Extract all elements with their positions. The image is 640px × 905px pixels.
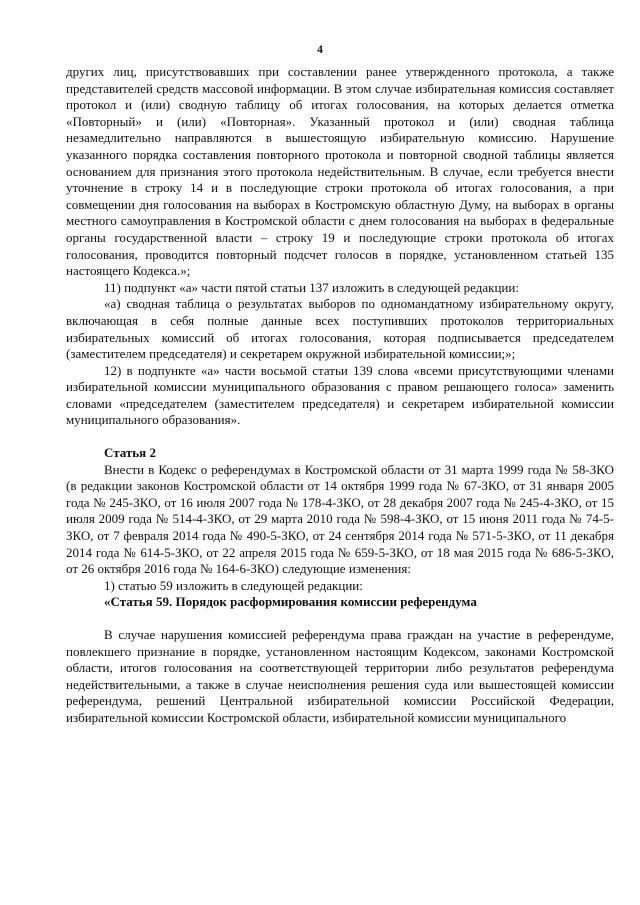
page-number: 4: [317, 44, 323, 56]
article-2-intro: Внести в Кодекс о референдумах в Костромской области от 31 марта 1999 года № 58-ЗКО (в редакции законов Костромской области от 14 октября 1999 года № 67-ЗКО, от 31 января 2005 года № 245-ЗКО, от 16 июля 2007 года № 178-4-ЗКО, от 28 декабря 2007 года № 245-4-ЗКО, от 15 июля 2009 года № 514-4-ЗКО, от 29 марта 2010 года № 598-4-ЗКО, от 15 июня 2011 года № 74-5-ЗКО, от 7 февраля 2014 года № 490-5-ЗКО, от 24 сентября 2014 года № 571-5-ЗКО, от 11 декабря 2014 года № 614-5-ЗКО, от 22 апреля 2015 года № 659-5-ЗКО, от 18 мая 2015 года № 686-5-ЗКО, от 26 октября 2016 года № 164-6-ЗКО) следующие изменения:: [66, 461, 614, 577]
paragraph-continued-protocol: других лиц, присутствовавших при составлении ранее утвержденного протокола, а также представителей средств массовой информации. В этом случае избирательная комиссия составляет протокол и (или) сводную таблицу об итогах голосования, на которых делается отметка «Повторный» и (или) «Повторная». Указанный протокол и (или) сводная таблица незамедлительно направляются в вышестоящую избирательную комиссию. Нарушение указанного порядка составления повторного протокола и повторной сводной таблицы является основанием для признания этого протокола недействительным. В случае, если требуется внести уточнение в строку 14 и в последующие строки протокола об итогах голосования, а при совмещении дня голосования на выборах в Костромскую областную Думу, на выборах в органы местного самоуправления в Костромской области с днем голосования на выборах в федеральные органы государственной власти – строку 19 и последующие строки протокола об итогах голосования, проводится повторный подсчет голосов в порядке, установленном статьей 135 настоящего Кодекса.»;: [66, 64, 614, 279]
paragraph-item-11: 11) подпункт «а» части пятой статьи 137 изложить в следующей редакции:: [104, 279, 519, 295]
article-2-heading: Статья 2: [104, 445, 156, 461]
document-body: [66, 64, 614, 727]
paragraph-item-12: 12) в подпункте «а» части восьмой статьи 139 слова «всеми присутствующими членами избирательной комиссии муниципального образования с правом решающего голоса» заменить словами «председателем (заместителем председателя) и секретарем избирательной комиссии муниципального образования».: [66, 362, 614, 428]
article-2-item-1: 1) статью 59 изложить в следующей редакции:: [104, 577, 363, 593]
article-59-paragraph: В случае нарушения комиссией референдума права граждан на участие в референдуме, повлекшего признание в порядке, установленном настоящим Кодексом, законами Костромской области, итогов голосования на соответствующей территории либо результатов референдума недействительными, а также в случае неисполнения решения суда или вышестоящей комиссии референдума, решений Центральной избирательной комиссии Российской Федерации, избирательной комиссии Костромской области, избирательной комиссии муниципального: [66, 627, 614, 725]
article-59-heading: «Статья 59. Порядок расформирования комиссии референдума: [104, 594, 477, 610]
paragraph-subitem-a: «а) сводная таблица о результатах выборов по одномандатному избирательному округу, включающая в себя полные данные всех поступивших протоколов территориальных избирательных комиссий об итогах голосования, которая подписывается председателем (заместителем председателя) и секретарем окружной избирательной комиссии;»;: [66, 296, 614, 362]
